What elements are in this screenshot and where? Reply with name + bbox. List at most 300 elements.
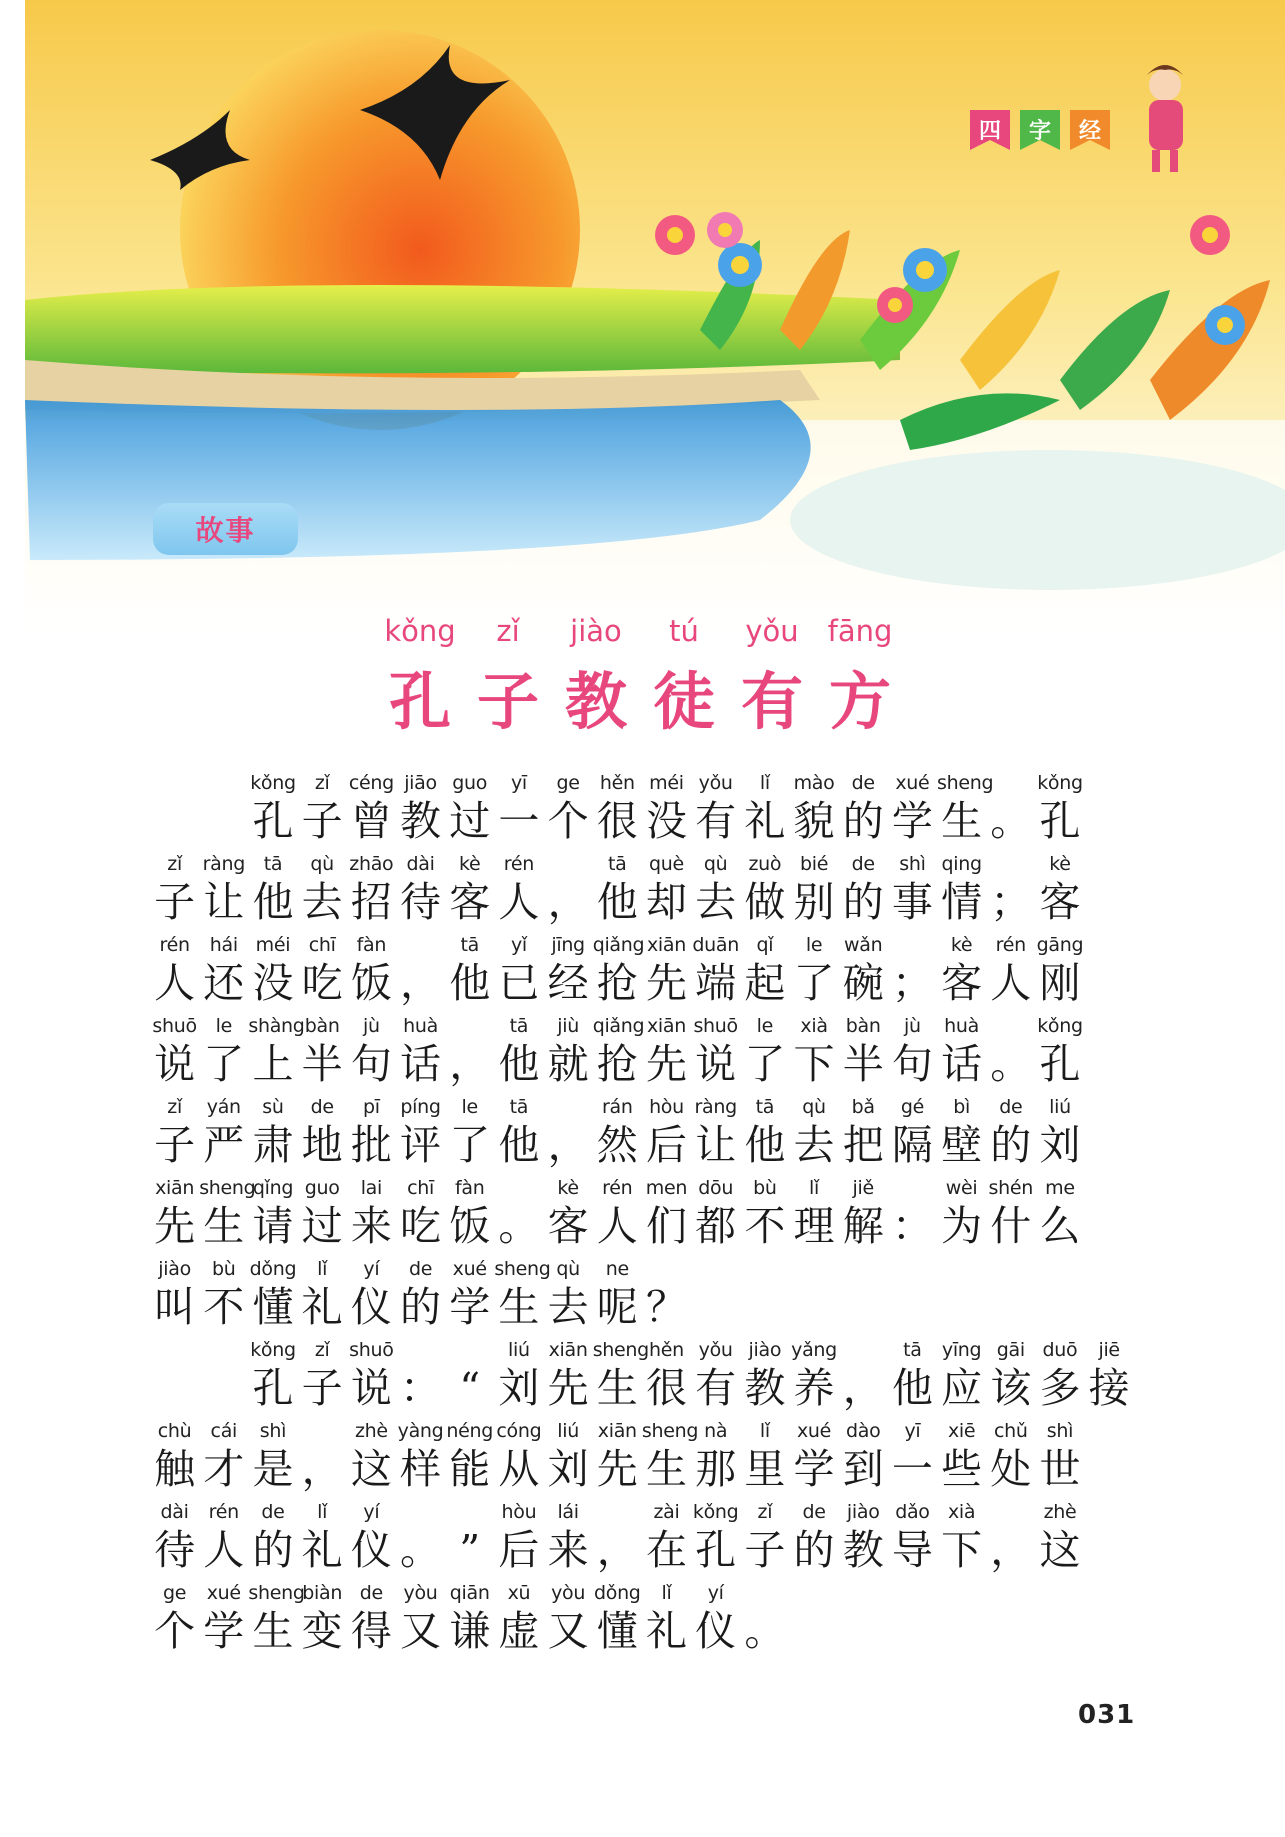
hanzi: 刘 [498,1364,540,1412]
hanzi: 先 [154,1202,196,1250]
hanzi: 却 [645,878,687,926]
pinyin: sheng [641,1420,699,1442]
pinyin: zuò [748,853,782,875]
pinyin [445,1339,494,1365]
hanzi: ， [842,1364,884,1412]
pinyin: xué [895,772,930,794]
pinyin [396,1339,445,1365]
story-char [494,1501,543,1582]
pinyin [740,1582,789,1608]
hanzi: 端 [695,959,737,1007]
story-char [740,934,789,1015]
hanzi: 么 [1039,1202,1081,1250]
hanzi: 的 [793,1526,835,1574]
pinyin [888,934,937,960]
hanzi: 半 [842,1040,884,1088]
hanzi: 理 [793,1202,835,1250]
hanzi: 在 [645,1526,687,1574]
title-char: 方 [828,665,891,738]
title-pinyin-syllable: kǒng [384,614,456,648]
pinyin: kǒng [250,1339,296,1361]
hanzi: 。 [498,1202,540,1250]
hanzi: 了 [203,1040,245,1088]
story-char [544,1582,593,1663]
pinyin: jiě [852,1177,874,1199]
story-line [150,1015,1134,1096]
pinyin: jù [904,1015,921,1037]
story-char [347,772,396,853]
pinyin: lai [360,1177,382,1199]
story-char [888,1501,937,1582]
pinyin: qǐ [756,934,774,956]
hanzi: 都 [695,1202,737,1250]
pinyin: jiào [748,1339,782,1361]
pinyin: qù [310,853,334,875]
hanzi: 后 [645,1121,687,1169]
story-char [544,1258,593,1339]
pinyin: shén [988,1177,1034,1199]
hanzi: 刘 [547,1445,589,1493]
hanzi: 礼 [744,797,786,845]
pinyin: rén [208,1501,239,1523]
hanzi: 待 [154,1526,196,1574]
pinyin: gāng [1036,934,1084,956]
story-char [347,853,396,934]
hanzi: 孔 [252,797,294,845]
pinyin: le [805,934,823,956]
story-char [199,1501,248,1582]
pinyin: de [310,1096,334,1118]
pinyin: yǐ [510,934,527,956]
hanzi: 子 [744,1526,786,1574]
pinyin: dǒng [593,1582,641,1604]
hanzi: “ [459,1364,481,1412]
story-char [199,1096,248,1177]
story-char [740,1015,789,1096]
pinyin: bàn [304,1015,340,1037]
hanzi: 别 [793,878,835,926]
pinyin [986,772,1035,798]
story-char [1085,1339,1134,1420]
series-badge-char: 字 [1028,119,1052,144]
hanzi: 得 [350,1607,392,1655]
story-char [740,1096,789,1177]
pinyin [986,1015,1035,1041]
story-char [839,1420,888,1501]
hanzi: 了 [449,1121,491,1169]
pinyin [888,1177,937,1203]
story-char [248,1420,297,1501]
pinyin: de [851,772,875,794]
hanzi: 那 [695,1445,737,1493]
pinyin: guo [304,1177,340,1199]
hanzi: 教 [842,1526,884,1574]
story-char [642,1582,691,1663]
story-char [691,1582,740,1663]
story-char [347,1339,396,1420]
pinyin [445,1501,494,1527]
story-char [1035,853,1084,934]
story-char [347,1420,396,1501]
story-char [396,1582,445,1663]
hanzi: 然 [596,1121,638,1169]
hanzi: 解 [842,1202,884,1250]
pinyin: de [802,1501,826,1523]
story-char [937,1177,986,1258]
title-char: 教 [564,665,627,738]
pinyin: ge [556,772,580,794]
hanzi: 学 [203,1607,245,1655]
pinyin: yǎng [791,1339,837,1361]
hanzi: 些 [941,1445,983,1493]
story-char [199,1420,248,1501]
hanzi: 批 [350,1121,392,1169]
hanzi: 是 [252,1445,294,1493]
pinyin: qù [556,1258,580,1280]
hanzi: 曾 [350,797,392,845]
pinyin: yīng [941,1339,982,1361]
pinyin: duō [1042,1339,1078,1361]
story-char [150,1015,199,1096]
pinyin: de [999,1096,1023,1118]
pinyin: céng [348,772,394,794]
hanzi: 有 [695,797,737,845]
pinyin: lǐ [661,1582,672,1604]
hanzi: 呢 [596,1283,638,1331]
story-char [691,934,740,1015]
hanzi: 去 [695,878,737,926]
hanzi: 谦 [449,1607,491,1655]
pinyin: le [756,1015,774,1037]
story-char [199,934,248,1015]
hanzi: 饭 [449,1202,491,1250]
story-char [740,1339,789,1420]
section-tag: 故事 [153,503,298,555]
pinyin: yí [363,1501,380,1523]
pinyin: bǎ [851,1096,875,1118]
story-char [150,1501,199,1582]
pinyin: yī [510,772,527,794]
hanzi: ？ [645,1283,687,1331]
hanzi: ， [547,1121,589,1169]
hanzi: 子 [154,1121,196,1169]
pinyin [396,934,445,960]
pinyin: sheng [248,1582,305,1604]
story-line [150,1339,1134,1420]
story-char [298,934,347,1015]
story-char [789,1015,838,1096]
story-char [839,1501,888,1582]
story-char [888,1096,937,1177]
story-char [248,772,297,853]
story-char [986,1177,1035,1258]
hanzi: 去 [547,1283,589,1331]
story-char [544,1177,593,1258]
hanzi: 刘 [1039,1121,1081,1169]
hanzi: 的 [252,1526,294,1574]
pinyin: xiān [597,1420,637,1442]
story-char [445,772,494,853]
hanzi: 他 [891,1364,933,1412]
story-char [986,934,1035,1015]
hanzi: 教 [744,1364,786,1412]
hanzi: 抢 [596,1040,638,1088]
pinyin: lǐ [317,1501,328,1523]
story-char [494,934,543,1015]
story-char [888,1015,937,1096]
pinyin: kǒng [692,1501,739,1523]
story-char [298,1420,347,1501]
hanzi: ， [547,878,589,926]
story-char [199,1177,256,1258]
story-char [691,1015,740,1096]
story-line [150,1258,1134,1339]
hanzi: 了 [793,959,835,1007]
pinyin: jiào [158,1258,191,1280]
hanzi: 事 [891,878,933,926]
title-pinyin-syllable: yǒu [745,614,799,648]
hanzi: 子 [301,1364,343,1412]
story-char [986,1015,1035,1096]
pinyin: dǒng [249,1258,297,1280]
pinyin: zǐ [314,1339,330,1361]
hanzi: 客 [941,959,983,1007]
pinyin: gé [900,1096,924,1118]
story-char [347,1177,396,1258]
hanzi: 学 [793,1445,835,1493]
story-char [494,1339,543,1420]
story-char [986,1096,1035,1177]
hanzi: 貌 [793,797,835,845]
story-char [937,1420,986,1501]
pinyin: liú [508,1339,530,1361]
story-char [347,934,396,1015]
hanzi: 来 [350,1202,392,1250]
pinyin: kǒng [1037,772,1083,794]
story-char [396,853,445,934]
hanzi: 人 [596,1202,638,1250]
pinyin: de [359,1582,383,1604]
hanzi: 人 [990,959,1032,1007]
hanzi: 有 [695,1364,737,1412]
pinyin: lǐ [809,1177,820,1199]
story-line [150,1420,1134,1501]
hanzi: 做 [744,878,786,926]
hanzi: 什 [990,1202,1032,1250]
story-char [691,772,740,853]
pinyin [642,1258,691,1284]
story-char [789,1501,838,1582]
pinyin [544,853,593,879]
hanzi: 一 [498,797,540,845]
story-char [937,1501,986,1582]
hanzi: 生 [941,797,983,845]
story-char [298,1501,347,1582]
pinyin: sheng [592,1339,649,1361]
hanzi: 他 [498,1121,540,1169]
hanzi: 子 [301,797,343,845]
story-text [150,772,1134,1663]
story-char [691,1177,740,1258]
story-char [544,934,593,1015]
story-char [642,1501,691,1582]
hanzi: 个 [154,1607,196,1655]
pinyin: zǐ [167,1096,182,1118]
story-char [298,1096,347,1177]
story-char [150,934,199,1015]
pinyin: hěn [649,1339,684,1361]
story-char [888,1339,937,1420]
story-char [1035,1420,1084,1501]
pinyin [986,1501,1035,1527]
pinyin: rén [503,853,535,875]
hanzi: 养 [793,1364,835,1412]
pinyin: huà [944,1015,979,1037]
hanzi: 的 [842,797,884,845]
story-char [839,1096,888,1177]
hanzi: 教 [400,797,442,845]
series-badge-char: 四 [978,119,1002,144]
title-pinyin-syllable: tú [669,614,699,648]
pinyin: tā [509,1096,529,1118]
pinyin: le [461,1096,478,1118]
story-char [642,772,691,853]
pinyin: qǐng [252,1177,294,1199]
story-char [986,1420,1035,1501]
hanzi: 这 [350,1445,392,1493]
story-char [494,1420,543,1501]
story-char [839,1339,888,1420]
hanzi: 去 [301,878,343,926]
story-char [248,1177,297,1258]
pinyin: shuō [349,1339,394,1361]
hanzi: 能 [449,1445,491,1493]
story-char [592,934,645,1015]
pinyin: jiù [557,1015,579,1037]
hanzi: ： [400,1364,442,1412]
pinyin: biàn [302,1582,343,1604]
pinyin: chī [407,1177,434,1199]
story-char [445,1339,494,1420]
pinyin: liú [557,1420,579,1442]
hanzi: 过 [301,1202,343,1250]
hanzi: 礼 [301,1283,343,1331]
story-char [347,1582,396,1663]
title-pinyin-syllable: zǐ [496,614,520,648]
story-char [544,772,593,853]
hanzi: 仪 [350,1283,392,1331]
story-char [347,1501,396,1582]
hanzi: 待 [400,878,442,926]
story-char [445,1582,494,1663]
hanzi: 从 [498,1445,540,1493]
story-char [642,1339,691,1420]
pinyin: mào [793,772,835,794]
pinyin: kè [557,1177,579,1199]
story-char [839,1015,888,1096]
flower-icon [903,248,947,292]
story-char [150,853,199,934]
pinyin: tā [608,853,627,875]
hanzi: 饭 [350,959,392,1007]
pinyin: shì [259,1420,287,1442]
story-char [691,1420,740,1501]
hanzi: 很 [596,797,638,845]
story-char [445,1015,494,1096]
story-char [298,1582,347,1663]
hanzi: 说 [350,1364,392,1412]
flower-icon [1205,305,1245,345]
pinyin: zhāo [349,853,394,875]
pinyin: ne [605,1258,629,1280]
pinyin: dài [160,1501,189,1523]
story-char [396,1015,445,1096]
story-char [740,1420,789,1501]
hanzi: ， [449,1040,491,1088]
pinyin: méi [255,934,291,956]
hanzi: 多 [1039,1364,1081,1412]
pinyin: zǐ [757,1501,773,1523]
story-char [740,1501,789,1582]
pinyin: de [851,853,875,875]
story-char [445,853,494,934]
story-char [544,1339,593,1420]
pinyin: wèi [945,1177,978,1199]
story-char [544,1096,593,1177]
story-char [593,1501,642,1582]
hanzi: 虚 [498,1607,540,1655]
story-char [740,853,789,934]
pinyin: lǐ [759,1420,770,1442]
story-char [1035,1096,1084,1177]
hanzi: 让 [203,878,245,926]
hanzi: 抢 [596,959,638,1007]
story-char [593,1420,642,1501]
flower-icon [655,215,695,255]
hanzi: 人 [498,878,540,926]
hanzi: 还 [203,959,245,1007]
pinyin: fàn [356,934,387,956]
pinyin: sheng [937,772,994,794]
story-char [494,1096,543,1177]
pinyin: xiē [947,1420,976,1442]
pinyin: lái [557,1501,579,1523]
hanzi: 导 [891,1526,933,1574]
pinyin: xiān [548,1339,588,1361]
pinyin: zhè [1043,1501,1077,1523]
story-char [789,1096,838,1177]
pinyin [593,1501,642,1527]
pinyin: xiān [155,1177,195,1199]
hanzi: 壁 [941,1121,983,1169]
pinyin: guo [452,772,488,794]
hanzi: 到 [842,1445,884,1493]
pinyin: yī [904,1420,921,1442]
story-char [789,772,838,853]
story-char [396,772,445,853]
story-char [396,1177,445,1258]
pinyin: bàn [845,1015,881,1037]
hanzi: ： [891,1202,933,1250]
pinyin: liú [1049,1096,1071,1118]
hanzi: 上 [252,1040,294,1088]
pinyin: ge [163,1582,187,1604]
pinyin: nà [704,1420,728,1442]
story-char [248,1582,305,1663]
pinyin: bù [753,1177,777,1199]
pinyin: xià [947,1501,976,1523]
flower-icon [1190,215,1230,255]
